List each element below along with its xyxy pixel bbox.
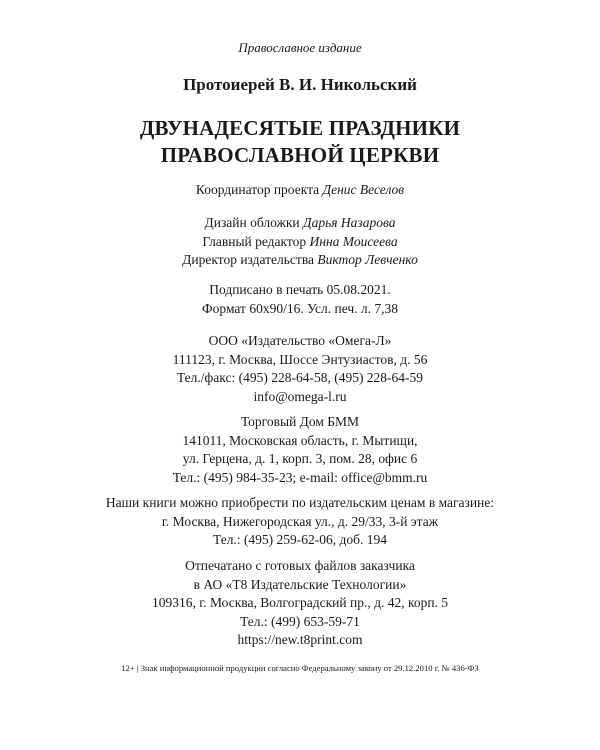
shop-block: [0, 494, 600, 550]
print-info-line: Подписано в печать 05.08.2021.: [209, 282, 391, 297]
printer-line: Тел.: (499) 653-59-71: [240, 613, 360, 629]
trade-house-line: ул. Герцена, д. 1, корп. 3, пом. 28, офис 6: [182, 451, 418, 466]
trade-house-line: 141011, Московская область, г. Мытищи,: [182, 432, 418, 448]
publisher-line: Тел./факс: (495) 228-64-58, (495) 228-64-59: [176, 370, 424, 385]
age-rating-footer: 12+ | Знак информационной продукции согласно Федеральному закону от 29.12.2010 г. № 436-ФЗ: [121, 663, 479, 673]
printer-line: 109316, г. Москва, Волгоградский пр., д. 42, корп. 5: [151, 595, 449, 610]
staff-credits: [0, 214, 600, 270]
credit-name: Дарья Назарова: [303, 215, 396, 230]
publisher-line: ООО «Издательство «Омега-Л»: [208, 333, 392, 348]
credit-name: Инна Моисеева: [309, 233, 398, 249]
print-info: [0, 281, 600, 318]
publisher-email: info@omega-l.ru: [253, 388, 347, 404]
author-name: Протоиерей В. И. Никольский: [183, 75, 417, 94]
trade-house-block: [0, 413, 600, 487]
director-credit: [0, 251, 600, 270]
shop-line: Наши книги можно приобрести по издательским ценам в магазине:: [105, 495, 495, 510]
publisher-line: 111123, г. Москва, Шоссе Энтузиастов, д. 56: [172, 351, 428, 367]
credit-role: Координатор проекта: [195, 182, 320, 197]
shop-line: г. Москва, Нижегородская ул., д. 29/33, 3-й этаж: [161, 513, 439, 529]
credit-name: Денис Веселов: [322, 182, 405, 197]
credit-role: Директор издательства: [182, 252, 315, 267]
credit-name: Виктор Левченко: [317, 252, 418, 267]
credit-role: Дизайн обложки: [204, 215, 300, 230]
cover-design-credit: [0, 214, 600, 233]
book-title: [0, 115, 600, 169]
print-info-line: Формат 60x90/16. Усл. печ. л. 7,38: [201, 300, 399, 316]
edition-label: Православное издание: [238, 40, 362, 55]
printer-block: [0, 557, 600, 650]
publisher-block: [0, 332, 600, 406]
book-title-line: ПРАВОСЛАВНОЙ ЦЕРКВИ: [160, 143, 440, 167]
coordinator-credit: [0, 181, 600, 200]
editor-credit: [0, 233, 600, 252]
trade-house-line: Тел.: (495) 984-35-23; e-mail: office@bmm.ru: [172, 469, 428, 485]
book-title-line: ДВУНАДЕСЯТЫЕ ПРАЗДНИКИ: [139, 116, 461, 140]
printer-line: Отпечатано с готовых файлов заказчика: [185, 558, 415, 573]
printer-website: https://new.t8print.com: [237, 632, 363, 647]
credit-role: Главный редактор: [202, 233, 307, 249]
shop-line: Тел.: (495) 259-62-06, доб. 194: [212, 532, 388, 547]
printer-line: в АО «Т8 Издательские Технологии»: [193, 576, 407, 592]
trade-house-line: Торговый Дом БММ: [240, 414, 360, 429]
